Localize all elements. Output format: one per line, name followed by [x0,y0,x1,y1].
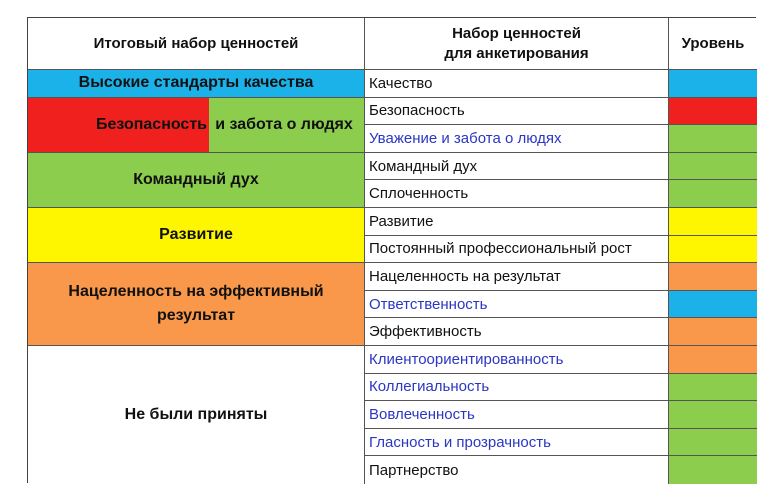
item-label: Развитие [369,212,434,230]
list-item [365,456,669,484]
item-label: Коллегиальность [369,378,490,396]
item-label: Командный дух [369,157,478,175]
header-level [669,18,757,70]
item-label: Гласность и прозрачность [369,433,551,451]
level-cell [669,318,757,346]
header-survey-set [365,18,669,70]
group-safety [28,98,365,153]
values-table [27,17,756,483]
group-result-label: Нацеленность на эффективный результат [68,283,324,325]
group-team-label: Командный дух [133,170,259,188]
list-item [365,318,669,346]
level-cell [669,70,757,98]
level-cell [669,208,757,236]
level-cell [669,374,757,402]
level-cell [669,180,757,208]
list-item [365,429,669,457]
group-safety-left [28,98,209,152]
header-final-set [28,18,365,70]
list-item [365,208,669,236]
list-item [365,374,669,402]
item-label: Уважение и забота о людях [369,129,562,147]
group-quality [28,70,365,98]
item-label: Клиентоориентированность [369,350,564,368]
item-label: Нацеленность на результат [369,267,561,285]
group-safety-right-label: и забота о людях [215,115,353,133]
level-cell [669,456,757,484]
item-label: Эффективность [369,323,482,341]
header-final-set-label: Итоговый набор ценностей [93,34,299,52]
item-label: Качество [369,74,433,92]
group-rejected [28,346,365,484]
item-label: Ответственность [369,295,488,313]
header-survey-set-line1: Набор ценностей [452,24,581,42]
list-item [365,98,669,126]
group-safety-left-label: Безопасность [96,115,207,133]
item-label: Сплоченность [369,185,469,203]
group-team [28,153,365,208]
list-item [365,346,669,374]
level-cell [669,429,757,457]
list-item [365,291,669,319]
list-item [365,153,669,181]
list-item [365,180,669,208]
level-cell [669,291,757,319]
level-cell [669,401,757,429]
list-item [365,263,669,291]
item-label: Безопасность [369,102,465,120]
level-cell [669,236,757,264]
item-label: Вовлеченность [369,405,475,423]
level-cell [669,125,757,153]
group-rejected-label: Не были приняты [124,405,268,423]
list-item [365,236,669,264]
header-survey-set-line2: для анкетирования [444,44,589,62]
level-cell [669,263,757,291]
list-item [365,401,669,429]
list-item [365,125,669,153]
level-cell [669,153,757,181]
group-development-label: Развитие [159,226,233,244]
level-cell [669,346,757,374]
item-label: Партнерство [369,461,459,479]
group-quality-label: Высокие стандарты качества [78,74,314,92]
group-development [28,208,365,263]
group-safety-right [209,98,365,152]
header-level-label: Уровень [681,34,745,52]
group-result [28,263,365,346]
item-label: Постоянный профессиональный рост [369,240,632,258]
list-item [365,70,669,98]
level-cell [669,98,757,126]
